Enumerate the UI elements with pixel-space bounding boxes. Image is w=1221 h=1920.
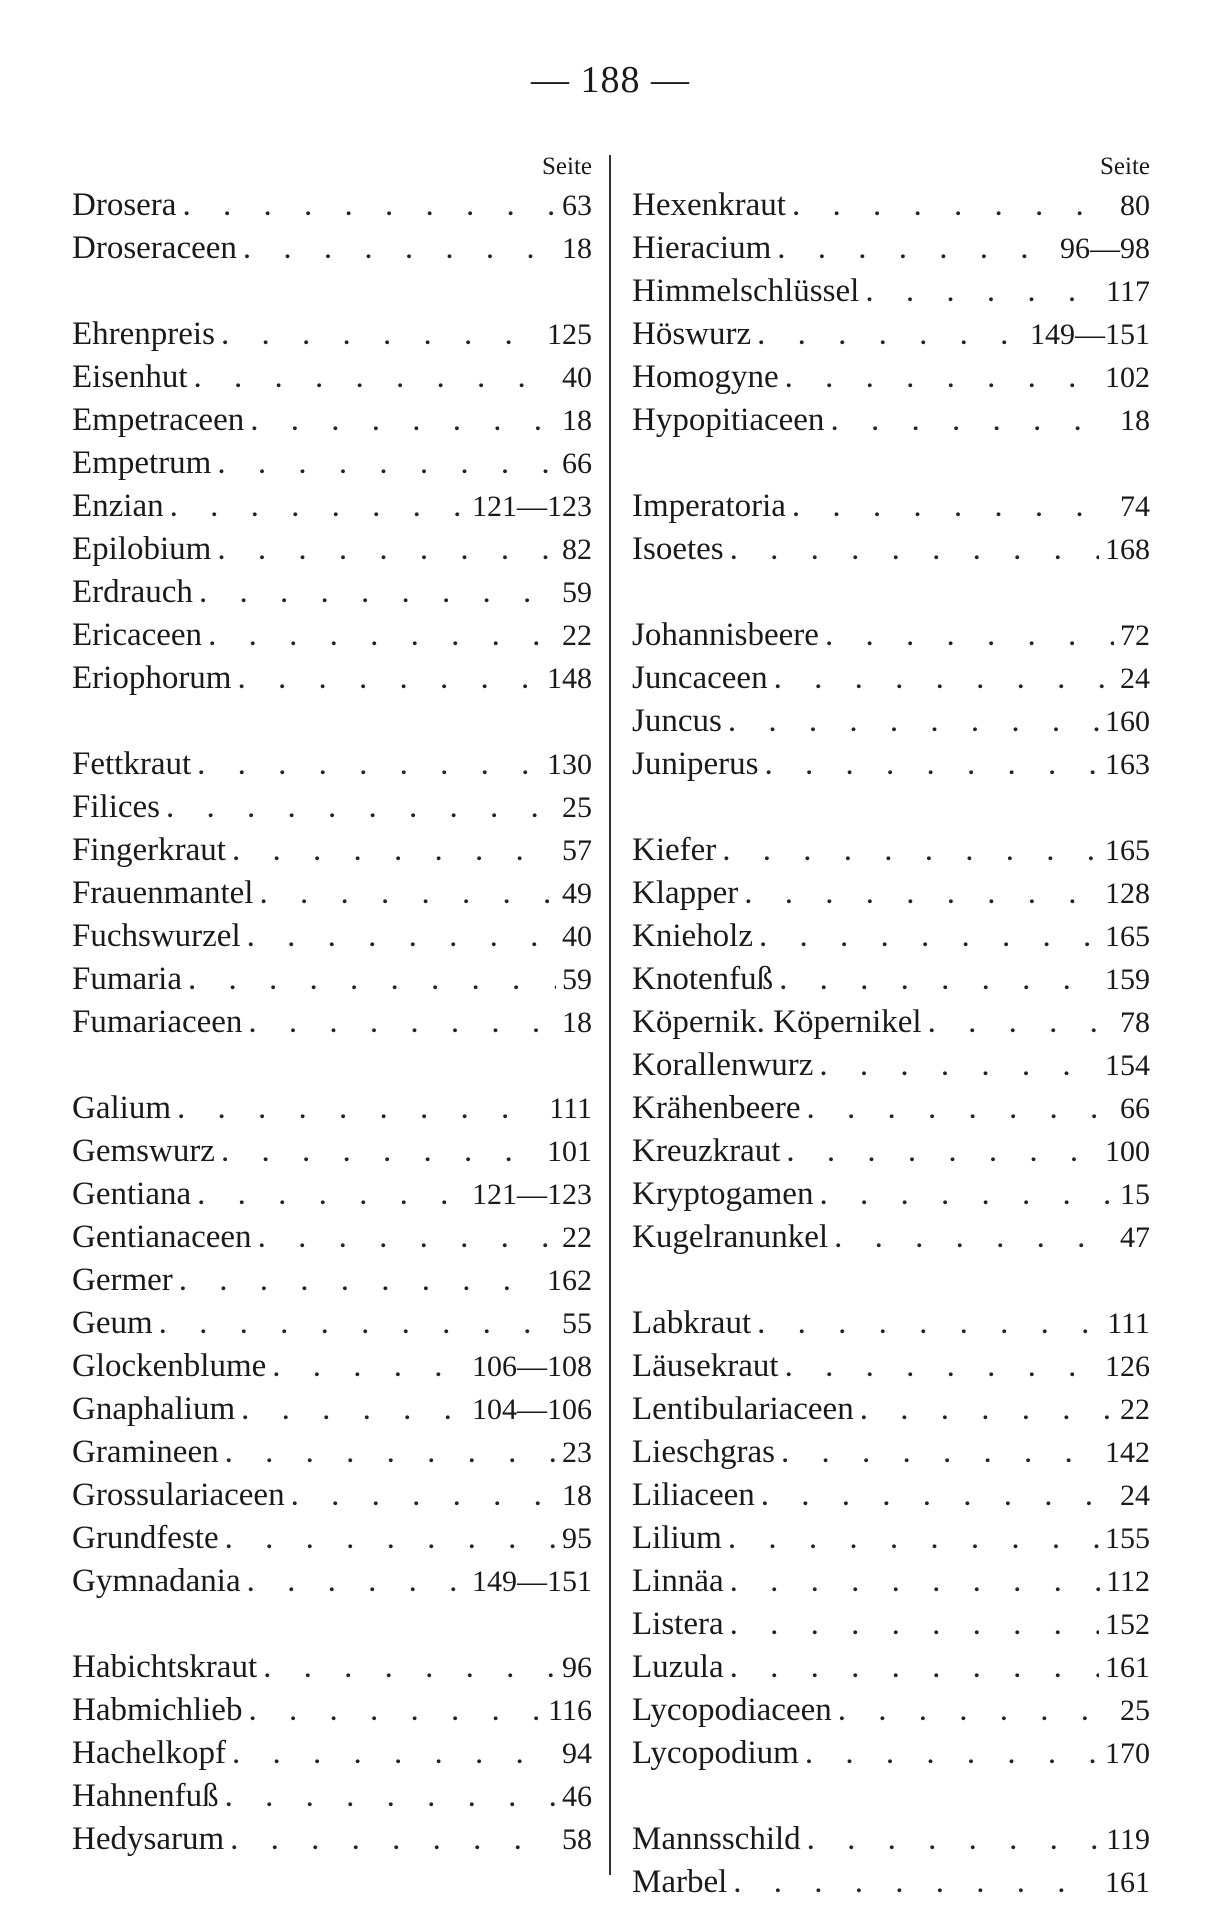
leader-dots: [807, 1818, 1100, 1861]
leader-dots: [777, 227, 1054, 270]
leader-dots: [805, 1732, 1099, 1775]
leader-dots: [860, 1388, 1114, 1431]
entry-term: Empetrum: [72, 445, 212, 481]
entry-pages: 78: [1120, 1006, 1150, 1039]
index-entry: [632, 1646, 1150, 1689]
entry-term: Hypopitiaceen: [632, 402, 825, 438]
entry-term: Droseraceen: [72, 230, 237, 266]
entry-pages: 66: [562, 447, 592, 480]
entry-pages: 163: [1105, 748, 1150, 781]
index-entry: [632, 184, 1150, 227]
leader-dots: [237, 657, 541, 700]
index-entry: [632, 1044, 1150, 1087]
column-header: Seite: [1100, 153, 1150, 180]
index-entry: [632, 1388, 1150, 1431]
entry-pages: 63: [562, 189, 592, 222]
entry-term: Habichtskraut: [72, 1649, 258, 1685]
entry-pages: 96—98: [1060, 232, 1150, 265]
entry-pages: 152: [1105, 1608, 1150, 1641]
entry-term: Geum: [72, 1305, 153, 1341]
index-entry: [72, 1732, 592, 1775]
entry-pages: 40: [562, 361, 592, 394]
leader-dots: [247, 915, 556, 958]
index-entry: [632, 399, 1150, 442]
index-entry: [72, 1388, 592, 1431]
entry-pages: 58: [562, 1823, 592, 1856]
entry-term: Johannisbeere: [632, 617, 819, 653]
index-entry: [72, 399, 592, 442]
entry-term: Empetraceen: [72, 402, 245, 438]
entry-list: [632, 184, 1150, 1904]
leader-dots: [785, 1345, 1099, 1388]
index-entry: [72, 614, 592, 657]
entry-pages: 55: [562, 1307, 592, 1340]
section-gap: [632, 1775, 1150, 1818]
entry-term: Hedysarum: [72, 1821, 225, 1857]
entry-pages: 104—106: [472, 1393, 592, 1426]
index-entry: [72, 1087, 592, 1130]
index-entry: [632, 1173, 1150, 1216]
leader-dots: [757, 1302, 1101, 1345]
entry-pages: 24: [1120, 662, 1150, 695]
index-entry: [632, 1818, 1150, 1861]
index-entry: [72, 1302, 592, 1345]
entry-term: Höswurz: [632, 316, 752, 352]
index-entry: [632, 227, 1150, 270]
entry-term: Juncus: [632, 703, 722, 739]
entry-term: Eriophorum: [72, 660, 232, 696]
leader-dots: [241, 1388, 466, 1431]
index-entry: [632, 313, 1150, 356]
entry-pages: 155: [1105, 1522, 1150, 1555]
entry-pages: 102: [1105, 361, 1150, 394]
index-entry: [632, 485, 1150, 528]
index-entry: [72, 1560, 592, 1603]
entry-pages: 161: [1105, 1651, 1150, 1684]
entry-pages: 82: [562, 533, 592, 566]
leader-dots: [182, 184, 556, 227]
leader-dots: [830, 399, 1114, 442]
index-entry: [72, 313, 592, 356]
index-entry: [632, 829, 1150, 872]
leader-dots: [819, 1173, 1114, 1216]
index-entry: [72, 915, 592, 958]
entry-term: Frauenmantel: [72, 875, 254, 911]
leader-dots: [730, 1603, 1099, 1646]
entry-pages: 24: [1120, 1479, 1150, 1512]
leader-dots: [197, 1173, 466, 1216]
index-entry: [72, 829, 592, 872]
index-entry: [72, 1689, 592, 1732]
entry-pages: 18: [562, 404, 592, 437]
leader-dots: [865, 270, 1100, 313]
leader-dots: [247, 1560, 466, 1603]
entry-pages: 57: [562, 834, 592, 867]
index-entry: [632, 528, 1150, 571]
entry-term: Fingerkraut: [72, 832, 226, 868]
entry-pages: 66: [1120, 1092, 1150, 1125]
column-divider: [609, 155, 611, 1875]
entry-term: Marbel: [632, 1864, 728, 1900]
index-entry: [72, 743, 592, 786]
index-entry: [632, 1431, 1150, 1474]
leader-dots: [779, 958, 1099, 1001]
index-entry: [632, 1689, 1150, 1732]
entry-term: Lilium: [632, 1520, 722, 1556]
index-column-left: [72, 150, 592, 1861]
entry-term: Klapper: [632, 875, 739, 911]
entry-term: Kreuzkraut: [632, 1133, 781, 1169]
leader-dots: [781, 1431, 1099, 1474]
entry-pages: 74: [1120, 490, 1150, 523]
leader-dots: [258, 1216, 556, 1259]
entry-pages: 22: [1120, 1393, 1150, 1426]
index-entry: [72, 1775, 592, 1818]
entry-term: Hahnenfuß: [72, 1778, 219, 1814]
entry-term: Drosera: [72, 187, 177, 223]
entry-pages: 47: [1120, 1221, 1150, 1254]
index-entry: [632, 1216, 1150, 1259]
leader-dots: [188, 958, 556, 1001]
entry-pages: 149—151: [1030, 318, 1150, 351]
leader-dots: [199, 571, 556, 614]
leader-dots: [928, 1001, 1114, 1044]
entry-term: Eisenhut: [72, 359, 188, 395]
index-entry: [632, 958, 1150, 1001]
entry-list: [72, 184, 592, 1861]
entry-term: Knotenfuß: [632, 961, 774, 997]
entry-pages: 18: [562, 1479, 592, 1512]
entry-pages: 40: [562, 920, 592, 953]
index-entry: [632, 1130, 1150, 1173]
entry-pages: 154: [1105, 1049, 1150, 1082]
entry-term: Gentiana: [72, 1176, 192, 1212]
section-gap: [632, 1259, 1150, 1302]
index-entry: [72, 442, 592, 485]
entry-term: Kugelranunkel: [632, 1219, 829, 1255]
entry-pages: 25: [562, 791, 592, 824]
index-entry: [632, 1474, 1150, 1517]
entry-pages: 168: [1105, 533, 1150, 566]
entry-pages: 15: [1120, 1178, 1150, 1211]
entry-term: Grossulariaceen: [72, 1477, 285, 1513]
entry-term: Filices: [72, 789, 160, 825]
leader-dots: [225, 1775, 556, 1818]
leader-dots: [259, 872, 556, 915]
entry-term: Knieholz: [632, 918, 753, 954]
index-entry: [72, 1216, 592, 1259]
leader-dots: [785, 356, 1099, 399]
index-entry: [72, 184, 592, 227]
entry-pages: 18: [1120, 404, 1150, 437]
entry-term: Ericaceen: [72, 617, 203, 653]
entry-term: Galium: [72, 1090, 171, 1126]
index-entry: [72, 356, 592, 399]
section-gap: [632, 571, 1150, 614]
entry-pages: 121—123: [472, 490, 592, 523]
entry-pages: 128: [1105, 877, 1150, 910]
entry-term: Ehrenpreis: [72, 316, 215, 352]
leader-dots: [272, 1345, 466, 1388]
entry-term: Isoetes: [632, 531, 724, 567]
leader-dots: [193, 356, 556, 399]
entry-pages: 23: [562, 1436, 592, 1469]
entry-pages: 106—108: [472, 1350, 592, 1383]
entry-pages: 112: [1106, 1565, 1150, 1598]
index-entry: [632, 1560, 1150, 1603]
index-entry: [72, 1345, 592, 1388]
index-entry: [632, 1861, 1150, 1904]
entry-pages: 22: [562, 619, 592, 652]
entry-term: Habmichlieb: [72, 1692, 243, 1728]
leader-dots: [774, 657, 1114, 700]
entry-pages: 80: [1120, 189, 1150, 222]
section-gap: [72, 1603, 592, 1646]
leader-dots: [159, 1302, 556, 1345]
entry-term: Homogyne: [632, 359, 779, 395]
index-entry: [72, 571, 592, 614]
entry-term: Gemswurz: [72, 1133, 215, 1169]
leader-dots: [232, 1732, 556, 1775]
leader-dots: [792, 485, 1114, 528]
entry-term: Fumariaceen: [72, 1004, 243, 1040]
entry-term: Hexenkraut: [632, 187, 786, 223]
section-gap: [72, 270, 592, 313]
leader-dots: [166, 786, 556, 829]
entry-term: Gymnadania: [72, 1563, 241, 1599]
index-entry: [632, 614, 1150, 657]
index-entry: [632, 915, 1150, 958]
entry-term: Imperatoria: [632, 488, 786, 524]
leader-dots: [744, 872, 1099, 915]
entry-term: Krähenbeere: [632, 1090, 801, 1126]
leader-dots: [834, 1216, 1114, 1259]
index-entry: [632, 872, 1150, 915]
leader-dots: [819, 1044, 1099, 1087]
leader-dots: [765, 743, 1100, 786]
page-number: — 188 —: [531, 59, 690, 101]
entry-term: Fettkraut: [72, 746, 192, 782]
entry-pages: 59: [562, 576, 592, 609]
index-entry: [632, 1517, 1150, 1560]
entry-pages: 159: [1105, 963, 1150, 996]
entry-pages: 59: [562, 963, 592, 996]
leader-dots: [757, 313, 1024, 356]
entry-term: Lycopodium: [632, 1735, 799, 1771]
leader-dots: [248, 1001, 556, 1044]
index-entry: [72, 528, 592, 571]
entry-pages: 72: [1120, 619, 1150, 652]
leader-dots: [221, 313, 541, 356]
entry-term: Labkraut: [632, 1305, 752, 1341]
entry-pages: 148: [547, 662, 592, 695]
entry-pages: 149—151: [472, 1565, 592, 1598]
index-entry: [632, 270, 1150, 313]
leader-dots: [728, 1517, 1099, 1560]
leader-dots: [232, 829, 556, 872]
index-entry: [72, 1818, 592, 1861]
leader-dots: [733, 1861, 1099, 1904]
index-entry: [72, 958, 592, 1001]
index-entry: [632, 700, 1150, 743]
entry-pages: 165: [1105, 834, 1150, 867]
index-entry: [72, 1431, 592, 1474]
entry-term: Gentianaceen: [72, 1219, 252, 1255]
entry-pages: 22: [562, 1221, 592, 1254]
index-entry: [72, 872, 592, 915]
leader-dots: [248, 1689, 542, 1732]
entry-pages: 111: [549, 1092, 592, 1125]
leader-dots: [217, 528, 556, 571]
entry-pages: 18: [562, 1006, 592, 1039]
section-gap: [72, 1044, 592, 1087]
entry-pages: 130: [547, 748, 592, 781]
entry-pages: 117: [1106, 275, 1150, 308]
entry-pages: 95: [562, 1522, 592, 1555]
entry-pages: 18: [562, 232, 592, 265]
leader-dots: [177, 1087, 543, 1130]
leader-dots: [761, 1474, 1114, 1517]
entry-pages: 25: [1120, 1694, 1150, 1727]
leader-dots: [825, 614, 1114, 657]
entry-term: Hachelkopf: [72, 1735, 226, 1771]
leader-dots: [807, 1087, 1114, 1130]
leader-dots: [243, 227, 556, 270]
entry-term: Hieracium: [632, 230, 772, 266]
index-entry: [72, 657, 592, 700]
leader-dots: [728, 700, 1099, 743]
index-entry: [72, 786, 592, 829]
index-entry: [72, 1259, 592, 1302]
leader-dots: [263, 1646, 556, 1689]
entry-pages: 161: [1105, 1866, 1150, 1899]
leader-dots: [225, 1517, 556, 1560]
entry-pages: 162: [547, 1264, 592, 1297]
index-entry: [632, 1001, 1150, 1044]
section-gap: [632, 442, 1150, 485]
leader-dots: [730, 528, 1099, 571]
entry-term: Liliaceen: [632, 1477, 755, 1513]
leader-dots: [786, 1130, 1099, 1173]
leader-dots: [722, 829, 1099, 872]
entry-term: Listera: [632, 1606, 724, 1642]
leader-dots: [179, 1259, 541, 1302]
index-entry: [632, 743, 1150, 786]
index-entry: [72, 1474, 592, 1517]
index-column-right: [632, 150, 1150, 1904]
entry-term: Fuchswurzel: [72, 918, 241, 954]
entry-pages: 126: [1105, 1350, 1150, 1383]
leader-dots: [730, 1560, 1100, 1603]
leader-dots: [291, 1474, 556, 1517]
entry-pages: 121—123: [472, 1178, 592, 1211]
index-entry: [632, 1732, 1150, 1775]
entry-term: Köpernik. Köpernikel: [632, 1004, 922, 1040]
entry-term: Korallenwurz: [632, 1047, 814, 1083]
entry-term: Kryptogamen: [632, 1176, 814, 1212]
leader-dots: [197, 743, 541, 786]
index-entry: [632, 1302, 1150, 1345]
section-gap: [72, 700, 592, 743]
entry-term: Enzian: [72, 488, 164, 524]
entry-pages: 125: [547, 318, 592, 351]
leader-dots: [170, 485, 466, 528]
section-gap: [632, 786, 1150, 829]
entry-term: Linnäa: [632, 1563, 724, 1599]
index-entry: [72, 1173, 592, 1216]
entry-pages: 94: [562, 1737, 592, 1770]
index-entry: [72, 485, 592, 528]
entry-term: Gramineen: [72, 1434, 219, 1470]
index-entry: [632, 1087, 1150, 1130]
entry-term: Kiefer: [632, 832, 717, 868]
index-entry: [632, 1603, 1150, 1646]
leader-dots: [792, 184, 1114, 227]
entry-pages: 116: [548, 1694, 592, 1727]
leader-dots: [730, 1646, 1099, 1689]
entry-pages: 119: [1106, 1823, 1150, 1856]
index-entry: [632, 1345, 1150, 1388]
leader-dots: [221, 1130, 541, 1173]
leader-dots: [217, 442, 556, 485]
leader-dots: [838, 1689, 1114, 1732]
index-entry: [72, 1517, 592, 1560]
entry-term: Juncaceen: [632, 660, 768, 696]
entry-term: Lieschgras: [632, 1434, 775, 1470]
entry-term: Läusekraut: [632, 1348, 779, 1384]
entry-term: Epilobium: [72, 531, 212, 567]
entry-pages: 170: [1105, 1737, 1150, 1770]
index-entry: [72, 227, 592, 270]
index-entry: [72, 1646, 592, 1689]
leader-dots: [759, 915, 1099, 958]
entry-term: Germer: [72, 1262, 173, 1298]
leader-dots: [208, 614, 556, 657]
entry-term: Luzula: [632, 1649, 724, 1685]
entry-term: Lycopodiaceen: [632, 1692, 832, 1728]
entry-pages: 142: [1105, 1436, 1150, 1469]
entry-term: Fumaria: [72, 961, 182, 997]
entry-term: Erdrauch: [72, 574, 193, 610]
entry-pages: 165: [1105, 920, 1150, 953]
entry-pages: 96: [562, 1651, 592, 1684]
index-entry: [632, 356, 1150, 399]
entry-pages: 101: [547, 1135, 592, 1168]
index-entry: [632, 657, 1150, 700]
leader-dots: [250, 399, 556, 442]
entry-term: Mannsschild: [632, 1821, 801, 1857]
column-header: Seite: [542, 153, 592, 180]
leader-dots: [225, 1431, 556, 1474]
entry-pages: 111: [1107, 1307, 1150, 1340]
entry-term: Himmelschlüssel: [632, 273, 860, 309]
entry-term: Lentibulariaceen: [632, 1391, 854, 1427]
entry-pages: 46: [562, 1780, 592, 1813]
entry-pages: 100: [1105, 1135, 1150, 1168]
leader-dots: [230, 1818, 556, 1861]
index-entry: [72, 1001, 592, 1044]
entry-term: Grundfeste: [72, 1520, 219, 1556]
index-entry: [72, 1130, 592, 1173]
entry-term: Glockenblume: [72, 1348, 267, 1384]
entry-term: Juniperus: [632, 746, 759, 782]
entry-pages: 160: [1105, 705, 1150, 738]
entry-term: Gnaphalium: [72, 1391, 236, 1427]
entry-pages: 49: [562, 877, 592, 910]
